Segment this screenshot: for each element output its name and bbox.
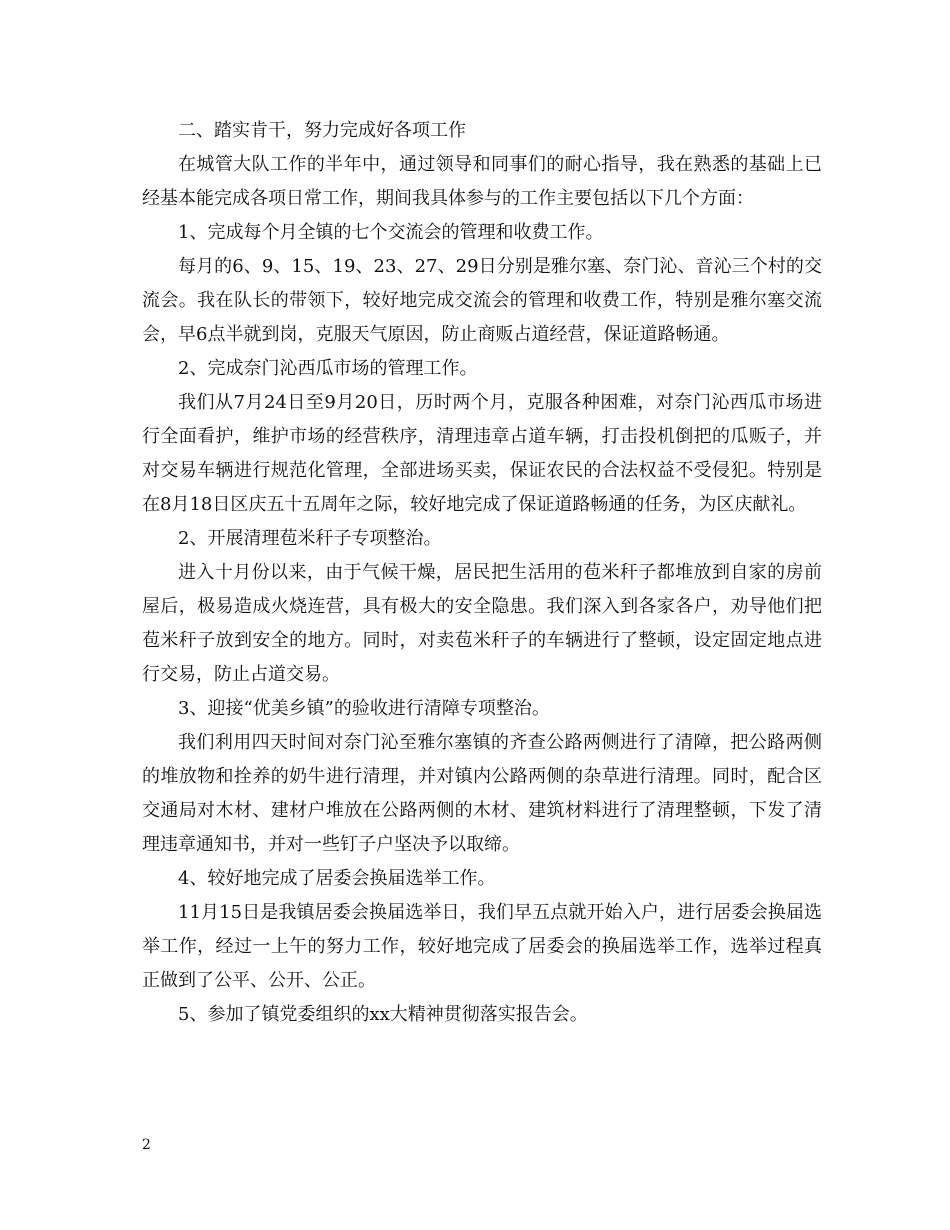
- item-heading-1: 1、完成每个月全镇的七个交流会的管理和收费工作。: [178, 222, 604, 243]
- intro-paragraph: 在城管大队工作的半年中，通过领导和同事们的耐心指导，我在熟悉的基础上已经基本能完成各项日常工作，期间我具体参与的工作主要包括以下几个方面：: [142, 154, 822, 209]
- document-body: [142, 114, 822, 1032]
- section-heading: 二、踏实肯干，努力完成好各项工作: [178, 120, 466, 141]
- page-number: 2: [142, 1137, 151, 1153]
- item-paragraph-3: 进入十月份以来，由于气候干燥，居民把生活用的苞米秆子都堆放到自家的房前屋后，极易造成火烧连营，具有极大的安全隐患。我们深入到各家各户，劝导他们把苞米秆子放到安全的地方。同时，对卖苞米秆子的车辆进行了整顿，设定固定地点进行交易，防止占道交易。: [142, 562, 822, 685]
- item-heading-4: 3、迎接“优美乡镇”的验收进行清障专项整治。: [178, 698, 550, 719]
- item-heading-2: 2、完成奈门沁西瓜市场的管理工作。: [178, 358, 478, 379]
- item-paragraph-5: 11月15日是我镇居委会换届选举日，我们早五点就开始入户，进行居委会换届选举工作，经过一上午的努力工作，较好地完成了居委会的换届选举工作，选举过程真正做到了公平、公开、公正。: [142, 902, 822, 991]
- item-heading-3: 2、开展清理苞米秆子专项整治。: [178, 528, 442, 549]
- item-paragraph-1: 每月的6、9、15、19、23、27、29日分别是雅尔塞、奈门沁、音沁三个村的交流会。我在队长的带领下，较好地完成交流会的管理和收费工作，特别是雅尔塞交流会，早6点半就到岗，克服天气原因，防止商贩占道经营，保证道路畅通。: [142, 256, 822, 345]
- item-paragraph-2: 我们从7月24日至9月20日，历时两个月，克服各种困难，对奈门沁西瓜市场进行全面看护，维护市场的经营秩序，清理违章占道车辆，打击投机倒把的瓜贩子，并对交易车辆进行规范化管理，全部进场买卖，保证农民的合法权益不受侵犯。特别是在8月18日区庆五十五周年之际，较好地完成了保证道路畅通的任务，为区庆献礼。: [142, 392, 822, 515]
- item-heading-6: 5、参加了镇党委组织的xx大精神贯彻落实报告会。: [178, 1004, 588, 1025]
- item-heading-5: 4、较好地完成了居委会换届选举工作。: [178, 868, 496, 889]
- item-paragraph-4: 我们利用四天时间对奈门沁至雅尔塞镇的齐查公路两侧进行了清障，把公路两侧的堆放物和拴养的奶牛进行清理，并对镇内公路两侧的杂草进行清理。同时，配合区交通局对木材、建材户堆放在公路两侧的木材、建筑材料进行了清理整顿，下发了清理违章通知书，并对一些钉子户坚决予以取缔。: [142, 732, 822, 855]
